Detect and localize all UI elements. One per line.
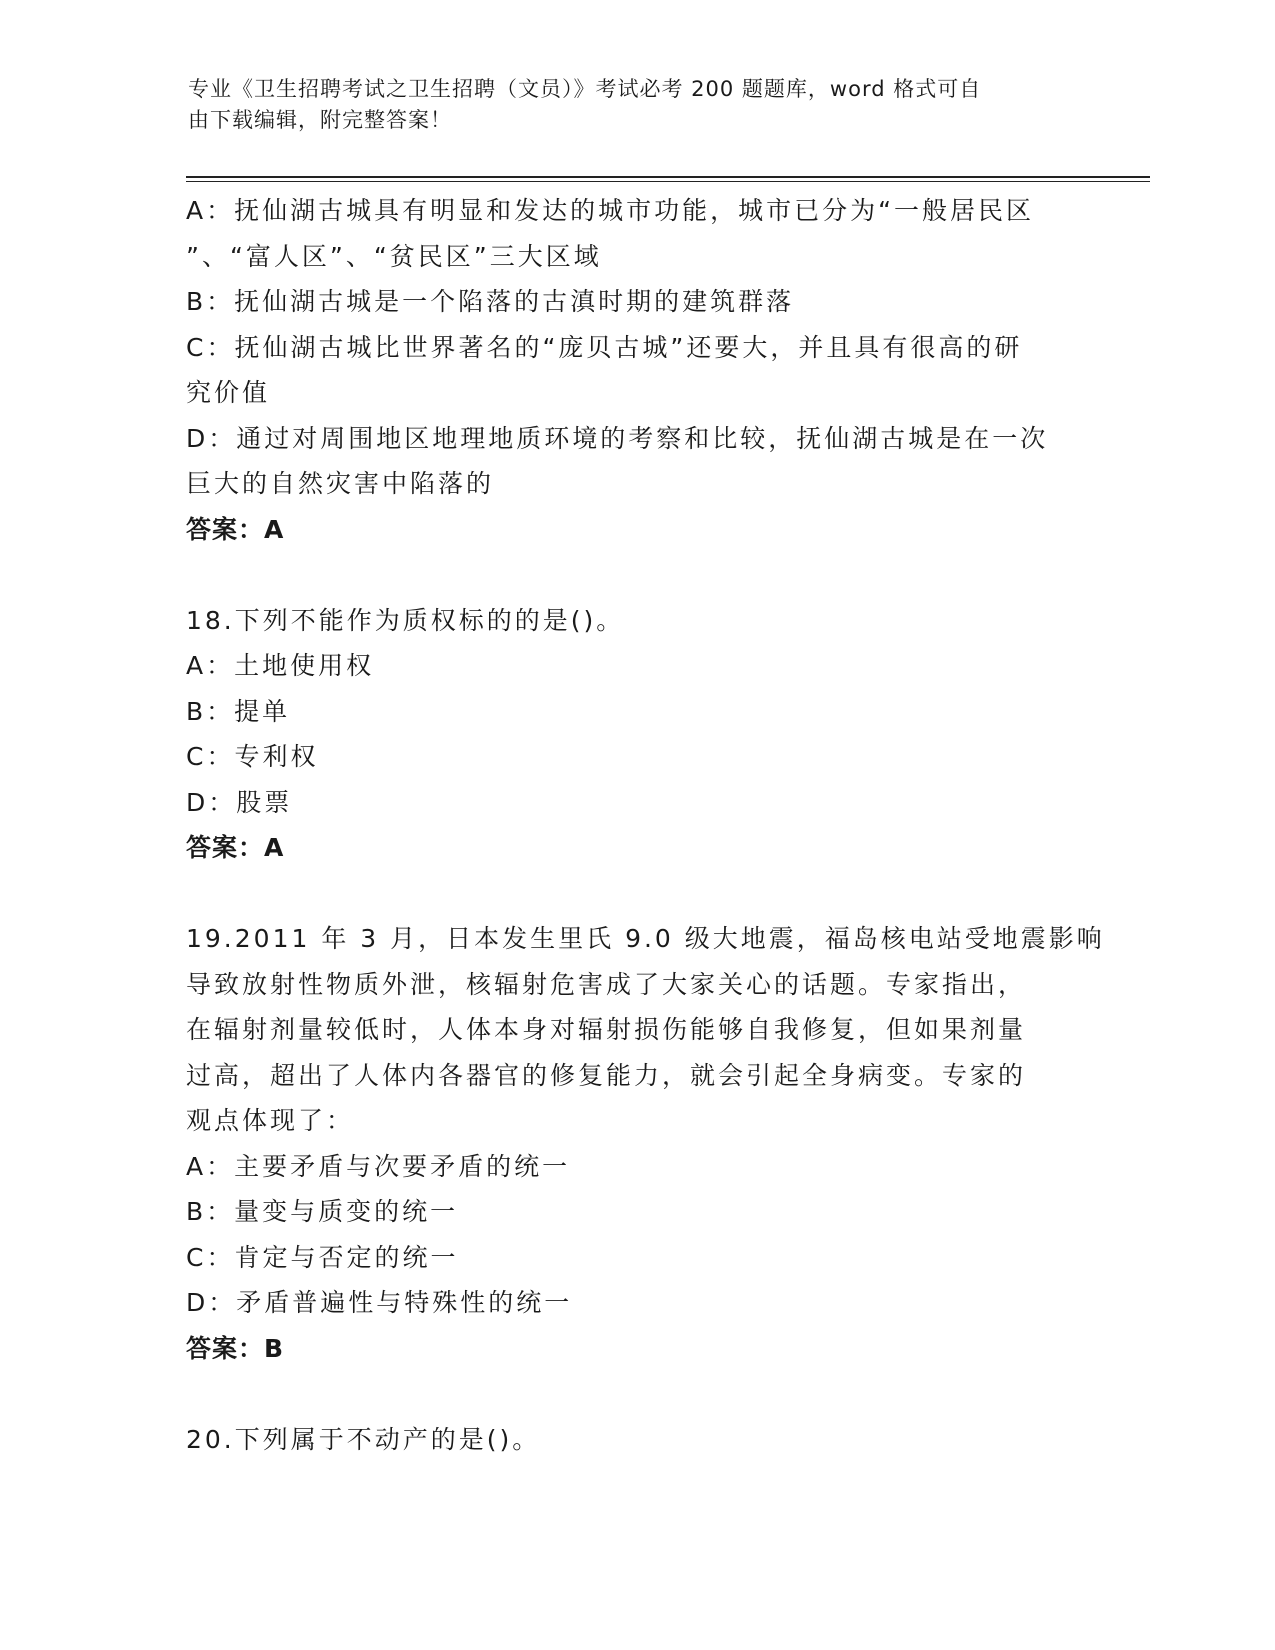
q17-option-b: B：抚仙湖古城是一个陷落的古滇时期的建筑群落 <box>186 287 795 316</box>
header-divider-thick <box>186 176 1150 178</box>
question-20-block <box>186 1417 1086 1463</box>
q19-question-line-4: 过高，超出了人体内各器官的修复能力，就会引起全身病变。专家的 <box>186 1060 1027 1090</box>
spacer <box>186 1371 1086 1417</box>
header-line-2: 由下载编辑，附完整答案！ <box>188 108 452 132</box>
q19-option-b: B：量变与质变的统一 <box>186 1197 459 1226</box>
question-17-block <box>186 188 1086 552</box>
q19-question-line-5: 观点体现了： <box>186 1106 355 1135</box>
spacer <box>186 871 1086 917</box>
q19-question-line-2: 导致放射性物质外泄，核辐射危害成了大家关心的话题。专家指出， <box>186 969 1027 999</box>
q19-option-a: A：主要矛盾与次要矛盾的统一 <box>186 1151 571 1181</box>
q17-option-a-line-1: A：抚仙湖古城具有明显和发达的城市功能，城市已分为“一般居民区 <box>186 196 1035 225</box>
q17-option-c-line-2: 究价值 <box>186 378 271 407</box>
q18-option-b: B：提单 <box>186 696 291 726</box>
question-19-block <box>186 916 1105 1371</box>
q19-answer: 答案：B <box>186 1333 285 1363</box>
q18-option-c: C：专利权 <box>186 742 319 771</box>
document-header <box>188 74 1068 136</box>
document-body <box>186 188 1105 1462</box>
spacer <box>186 552 1086 598</box>
q19-option-d: D：矛盾普遍性与特殊性的统一 <box>186 1288 573 1317</box>
header-line-1: 专业《卫生招聘考试之卫生招聘（文员）》考试必考 200 题题库，word 格式可自 <box>188 77 982 101</box>
q19-question-line-3: 在辐射剂量较低时，人体本身对辐射损伤能够自我修复，但如果剂量 <box>186 1015 1027 1044</box>
q17-option-a-line-2: ”、“富人区”、“贫民区”三大区域 <box>186 241 602 271</box>
q18-question: 18.下列不能作为质权标的的是()。 <box>186 605 625 635</box>
header-divider-thin <box>186 181 1150 182</box>
question-18-block <box>186 598 1086 871</box>
q17-answer: 答案：A <box>186 514 285 544</box>
q19-option-c: C：肯定与否定的统一 <box>186 1242 459 1272</box>
q18-option-d: D：股票 <box>186 787 293 817</box>
q17-option-d-line-2: 巨大的自然灾害中陷落的 <box>186 469 495 498</box>
q19-question-line-1: 19.2011 年 3 月，日本发生里氏 9.0 级大地震，福岛核电站受地震影响 <box>186 924 1105 953</box>
q17-option-c-line-1: C：抚仙湖古城比世界著名的“庞贝古城”还要大，并且具有很高的研 <box>186 332 1023 362</box>
q20-question: 20.下列属于不动产的是()。 <box>186 1424 541 1454</box>
q18-answer: 答案：A <box>186 833 285 862</box>
q18-option-a: A：土地使用权 <box>186 651 375 680</box>
q17-option-d-line-1: D：通过对周围地区地理地质环境的考察和比较，抚仙湖古城是在一次 <box>186 423 1049 453</box>
